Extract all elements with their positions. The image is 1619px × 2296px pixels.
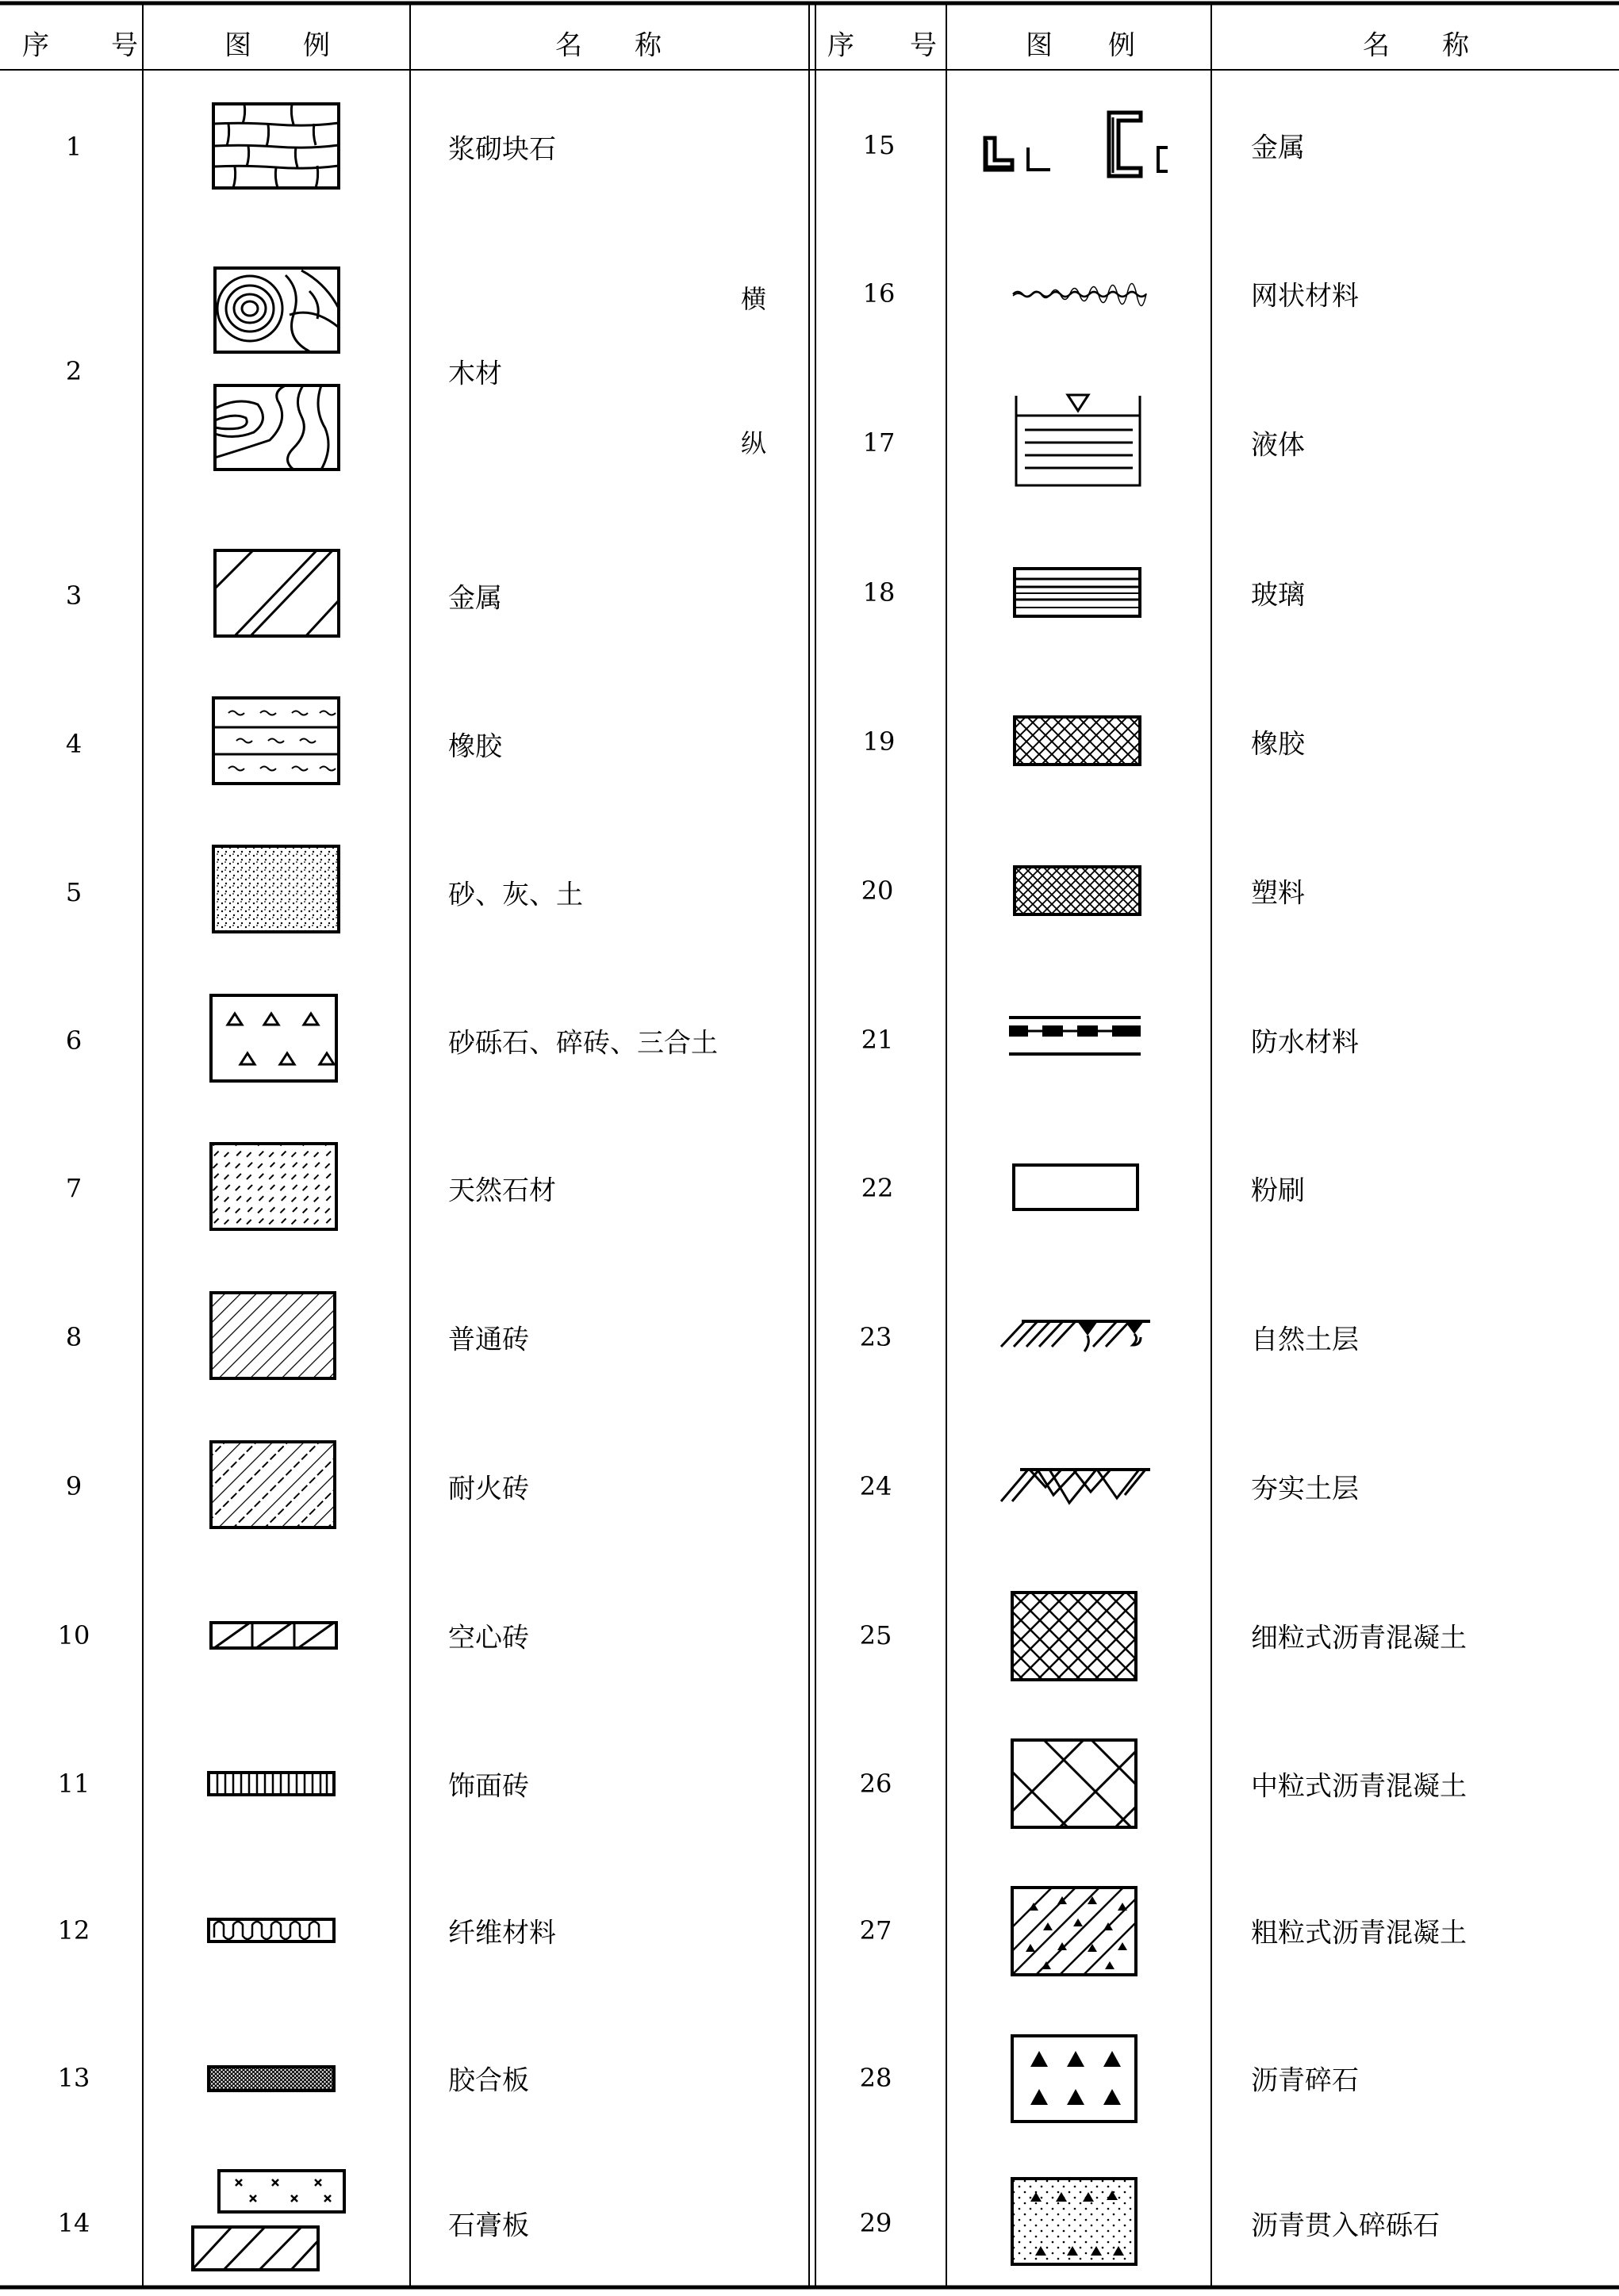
compacted-soil-icon (998, 1463, 1153, 1509)
row-27-name: 粗粒式沥青混凝土 (1251, 1917, 1467, 1949)
row-23-name: 自然土层 (1251, 1324, 1359, 1356)
gypsum-board-top-icon (218, 2170, 345, 2213)
rubber-wave-icon (213, 697, 340, 784)
row-2-name: 木材 (448, 358, 502, 390)
fiber-material-icon (208, 1918, 335, 1942)
row-15-number: 15 (862, 130, 896, 160)
header-right-no-2: 号 (910, 29, 937, 62)
row-6-name: 砂砾石、碎砖、三合土 (448, 1027, 718, 1060)
row-11-number: 11 (57, 1769, 90, 1799)
row-24-name: 夯实土层 (1251, 1473, 1359, 1505)
header-left-name-1: 名 (555, 29, 582, 62)
row-7-number: 7 (65, 1173, 82, 1203)
row-2-label-longitudinal: 纵 (740, 428, 767, 458)
header-left-legend-1: 图 (224, 29, 251, 62)
row-12-name: 纤维材料 (448, 1917, 556, 1949)
row-2-number: 2 (65, 356, 82, 386)
row-20-name: 塑料 (1251, 877, 1305, 910)
waterproof-icon (1007, 1013, 1142, 1060)
row-13-name: 胶合板 (448, 2064, 529, 2097)
row-14-name: 石膏板 (448, 2210, 529, 2242)
liquid-icon (1014, 392, 1142, 489)
metal-profile-icon (982, 103, 1176, 179)
row-5-number: 5 (65, 877, 82, 907)
row-19-number: 19 (862, 726, 896, 757)
header-right-name-2: 称 (1442, 29, 1469, 62)
row-4-name: 橡胶 (448, 730, 502, 763)
row-4-number: 4 (65, 729, 82, 759)
row-17-number: 17 (862, 427, 896, 458)
row-29-name: 沥青贯入碎砾石 (1251, 2210, 1440, 2242)
row-19-name: 橡胶 (1251, 728, 1305, 761)
glass-icon (1014, 568, 1141, 617)
row-9-name: 耐火砖 (448, 1473, 529, 1505)
row-21-name: 防水材料 (1251, 1026, 1359, 1059)
row-9-number: 9 (65, 1471, 82, 1501)
timber-long-grain-icon (214, 385, 340, 470)
row-26-number: 26 (859, 1769, 892, 1799)
asphalt-penetration-icon (1011, 2178, 1137, 2265)
row-20-number: 20 (861, 876, 894, 906)
row-27-number: 27 (859, 1915, 892, 1945)
row-15-name: 金属 (1251, 132, 1305, 164)
header-left-name-2: 称 (635, 29, 662, 62)
row-7-name: 天然石材 (448, 1175, 556, 1207)
facing-tile-icon (208, 1772, 335, 1796)
row-14-number: 14 (57, 2208, 90, 2238)
row-6-number: 6 (65, 1025, 82, 1056)
header-left-legend-2: 例 (303, 29, 330, 62)
header-left-no-2: 号 (111, 29, 138, 62)
plaster-icon (1012, 1163, 1139, 1211)
row-24-number: 24 (859, 1471, 892, 1501)
natural-soil-icon (998, 1315, 1153, 1358)
row-8-number: 8 (65, 1322, 82, 1352)
row-16-number: 16 (862, 278, 896, 309)
plastic-icon (1014, 866, 1141, 915)
row-3-name: 金属 (448, 582, 502, 615)
row-25-name: 细粒式沥青混凝土 (1251, 1622, 1467, 1654)
row-11-name: 饰面砖 (448, 1770, 529, 1803)
row-23-number: 23 (859, 1322, 892, 1352)
row-3-number: 3 (65, 581, 82, 611)
row-22-name: 粉刷 (1251, 1175, 1305, 1207)
plywood-icon (208, 2066, 335, 2091)
row-18-name: 玻璃 (1251, 579, 1305, 611)
row-25-number: 25 (859, 1620, 892, 1650)
row-26-name: 中粒式沥青混凝土 (1251, 1770, 1467, 1803)
gravel-triangles-icon (210, 995, 337, 1082)
rubber-crosshatch-icon (1014, 716, 1141, 765)
row-28-number: 28 (859, 2063, 892, 2093)
row-29-number: 29 (859, 2208, 892, 2238)
hollow-brick-icon (210, 1622, 337, 1649)
header-left-no-1: 序 (22, 29, 49, 62)
row-10-name: 空心砖 (448, 1622, 529, 1654)
row-18-number: 18 (862, 577, 896, 608)
row-16-name: 网状材料 (1251, 280, 1359, 312)
header-right-legend-1: 图 (1026, 29, 1053, 62)
row-17-name: 液体 (1251, 429, 1305, 462)
sand-dots-icon (213, 845, 340, 933)
header-right-no-1: 序 (827, 29, 854, 62)
timber-cross-grain-icon (214, 267, 340, 353)
metal-hatch-icon (214, 550, 340, 637)
row-12-number: 12 (57, 1915, 90, 1945)
header-right-name-1: 名 (1363, 29, 1390, 62)
header-right-legend-2: 例 (1108, 29, 1135, 62)
medium-asphalt-icon (1011, 1739, 1137, 1828)
row-22-number: 22 (861, 1173, 894, 1203)
row-21-number: 21 (861, 1025, 894, 1055)
row-1-number: 1 (65, 132, 82, 162)
rubble-masonry-icon (213, 103, 340, 189)
mesh-material-icon (1011, 283, 1146, 302)
row-28-name: 沥青碎石 (1251, 2064, 1359, 2097)
row-10-number: 10 (57, 1620, 90, 1650)
coarse-asphalt-icon (1011, 1887, 1137, 1976)
row-2-label-transverse: 横 (740, 284, 767, 314)
fine-asphalt-icon (1011, 1592, 1137, 1681)
firebrick-icon (210, 1441, 336, 1528)
row-8-name: 普通砖 (448, 1324, 529, 1356)
natural-stone-icon (210, 1143, 337, 1230)
asphalt-macadam-icon (1011, 2035, 1137, 2122)
row-13-number: 13 (57, 2063, 90, 2093)
gypsum-board-bottom-icon (192, 2226, 319, 2271)
row-1-name: 浆砌块石 (448, 133, 556, 166)
common-brick-icon (210, 1292, 336, 1379)
row-5-name: 砂、灰、土 (448, 879, 583, 911)
